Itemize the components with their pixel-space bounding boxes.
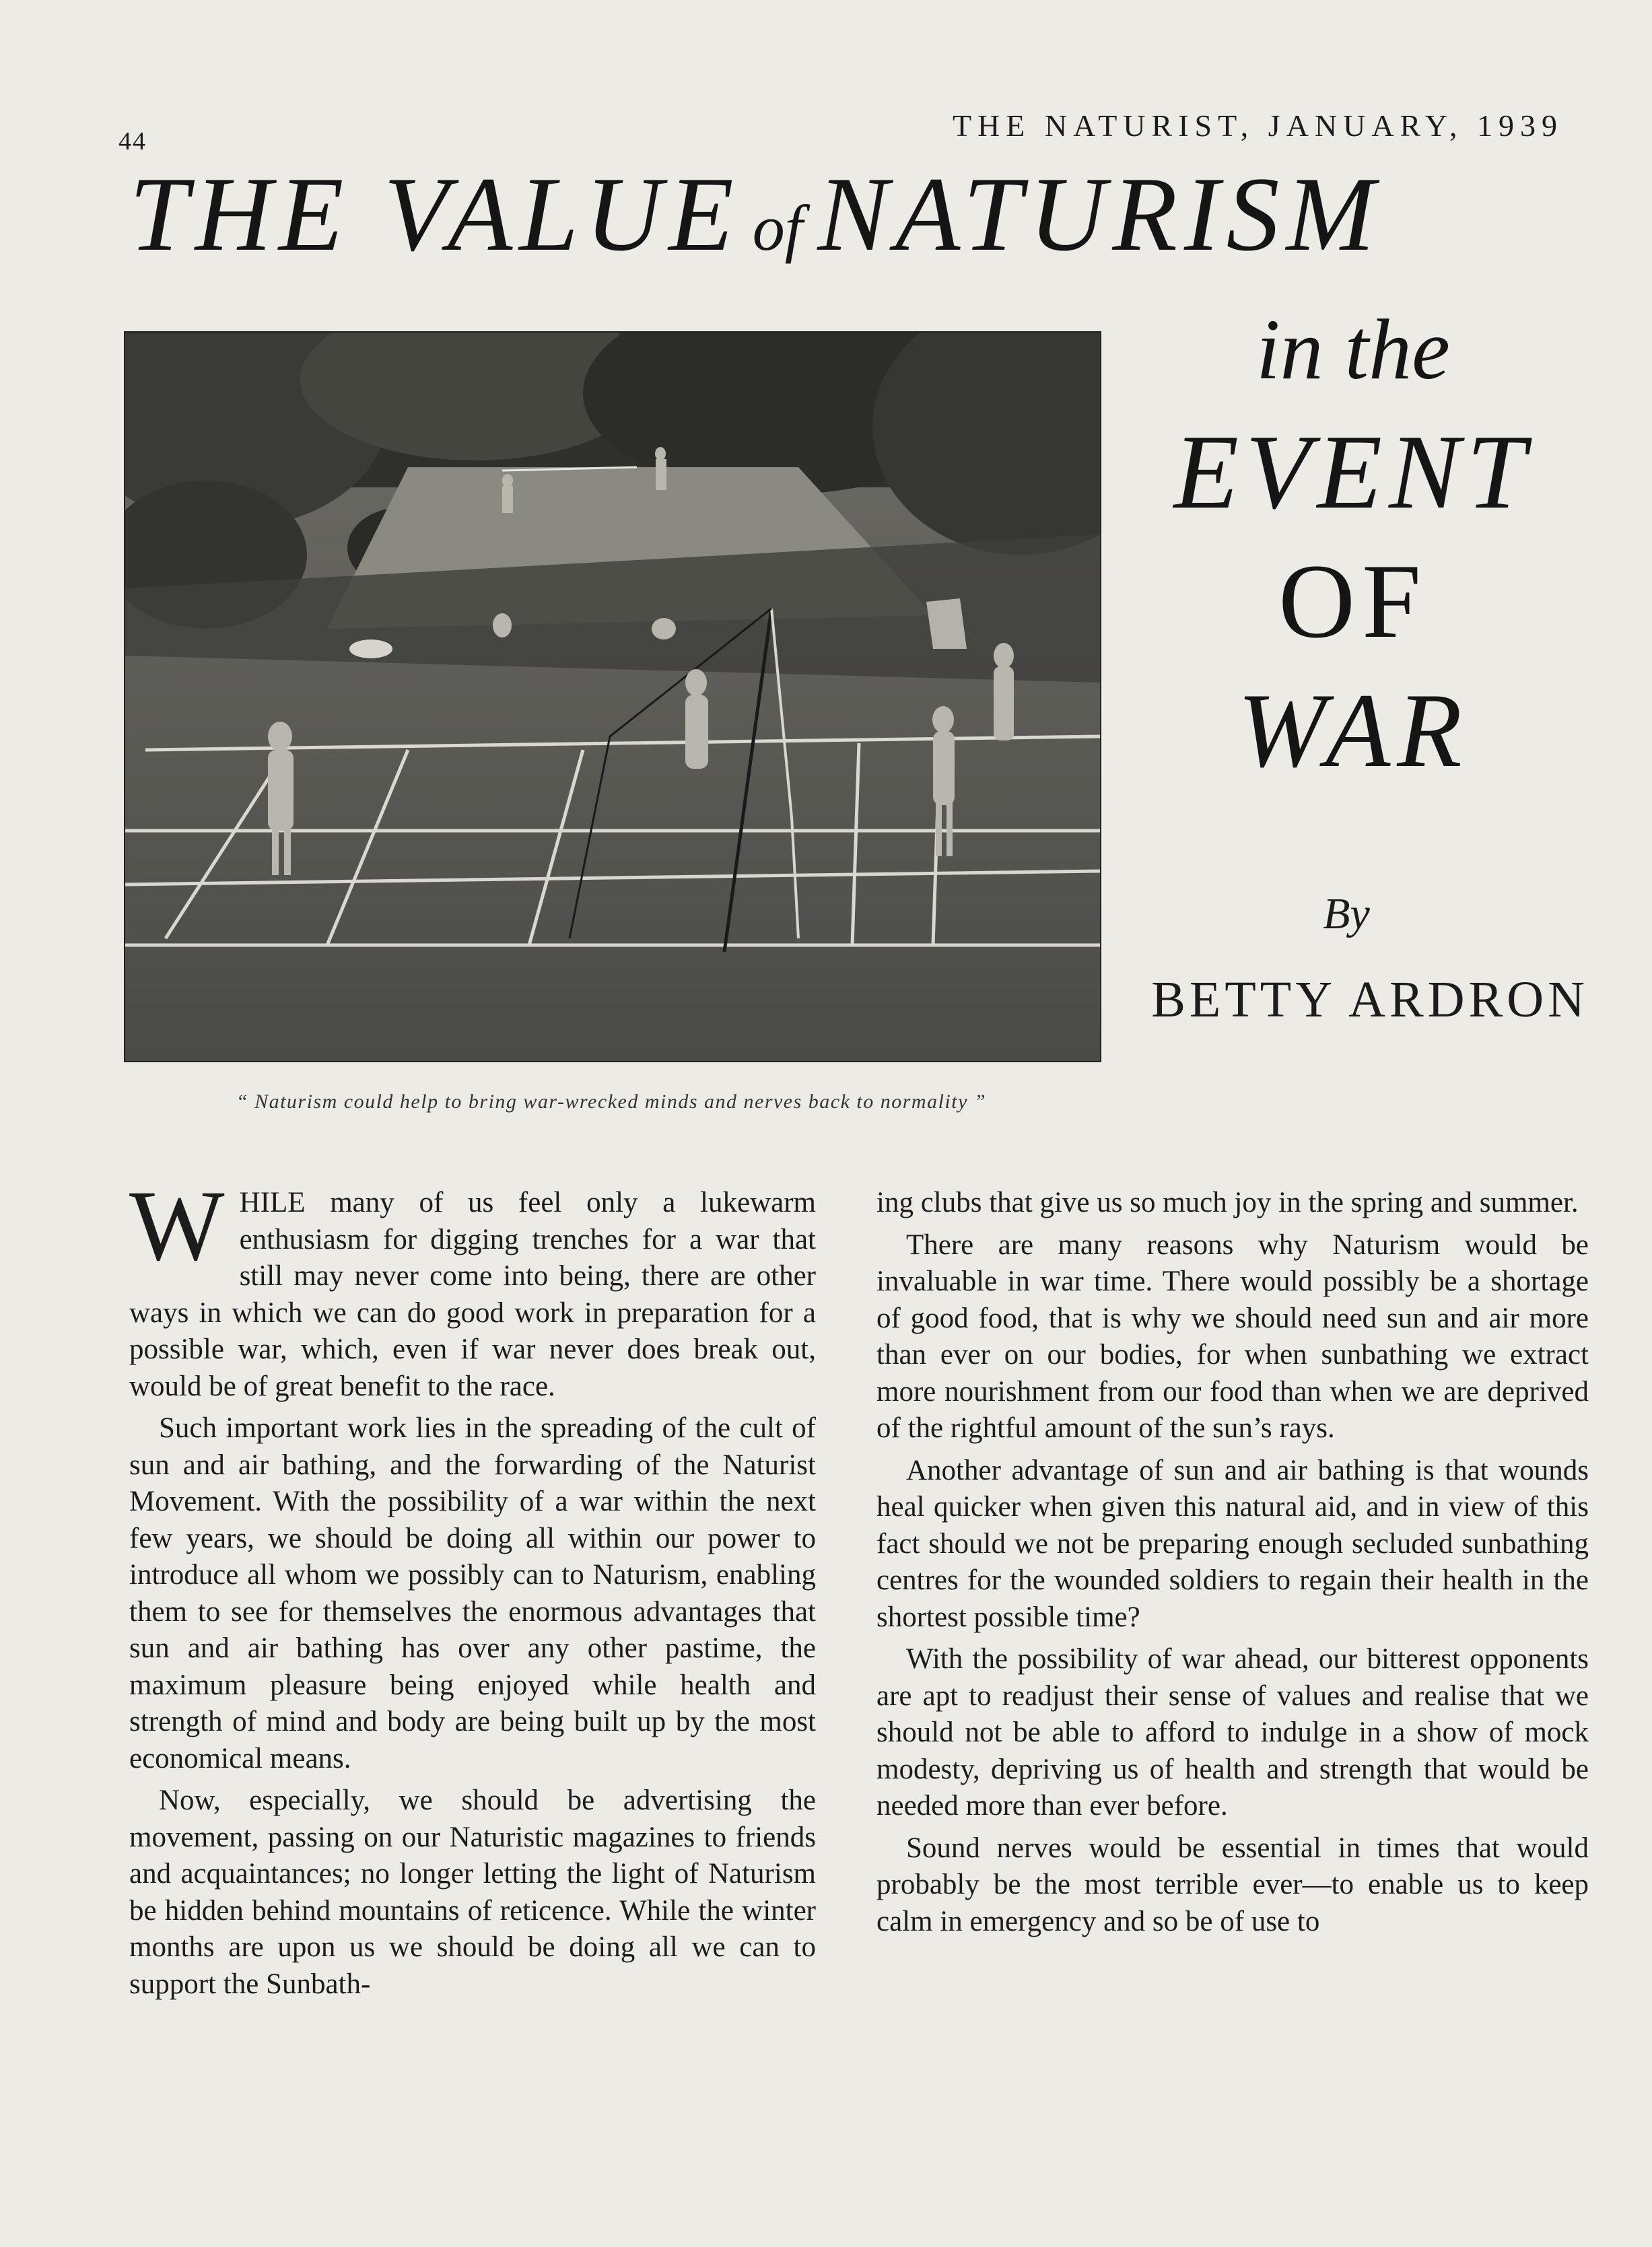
headline-of: of — [752, 192, 803, 264]
byline-author: BETTY ARDRON — [1151, 971, 1589, 1028]
headline-event: EVENT — [1173, 413, 1533, 531]
headline-in-the: in the — [1256, 302, 1450, 397]
headline-continuation — [1117, 302, 1589, 807]
paragraph: ing clubs that give us so much joy in the spring and summer. — [876, 1187, 1579, 1218]
paragraph: Another advantage of sun and air bathing is that wounds heal quicker when given this natural aid, and in view of this fact should we not be preparing enough secluded sunbathing centres for the wounded soldiers to regain their health in the shortest possible time? — [876, 1454, 1589, 1633]
headline-of-word: OF — [1278, 543, 1428, 660]
headline-war: WAR — [1237, 672, 1469, 790]
headline-the-value: THE VALUE — [129, 155, 741, 273]
byline-by: By — [1323, 889, 1370, 938]
paragraph: With the possibility of war ahead, our bitterest opponents are apt to readjust their sense of values and realise that we should not be able to afford to indulge in a show of mock modesty, depriving us of health and strength that would be needed more than ever before. — [876, 1643, 1589, 1822]
paragraph — [129, 1170, 816, 1405]
running-head: THE NATURIST, JANUARY, 1939 — [952, 108, 1563, 143]
tennis-court-photo — [125, 333, 1100, 1061]
drop-cap: W — [129, 1170, 225, 1282]
paragraph: Now, especially, we should be advertising the movement, passing on our Naturistic magazines to friends and acquaintances; no longer letting the light of Naturism be hidden behind mountains of reticence. While the winter months are upon us we should be doing all we can to support the Sunbath- — [129, 1785, 816, 2000]
headline-line-1 — [129, 155, 1382, 273]
headline-naturism: NATURISM — [817, 155, 1382, 273]
article-column-left — [129, 1170, 816, 2008]
article-column-right — [876, 1185, 1589, 1945]
paragraph: There are many reasons why Naturism would be invaluable in war time. There would possibly be a shortage of good food, that is why we should need sun and air more than ever on our bodies, for when sunbathing we extract more nourishment from our food than when we are deprived of the rightful amount of the sun’s rays. — [876, 1229, 1589, 1444]
paragraph: Sound nerves would be essential in times that would probably be the most terrible ever—to enable us to keep calm in emergency and so be of use to — [876, 1832, 1589, 1937]
article-photo — [124, 331, 1101, 1062]
page-number: 44 — [118, 127, 147, 155]
photo-caption: “ Naturism could help to bring war-wrecked minds and nerves back to normality ” — [236, 1091, 987, 1113]
paragraph-text: HILE many of us feel only a lukewarm enthusiasm for digging trenches for a war that still may never come into being, there are other ways in which we can do good work in preparation for a possible war, which, even if war never does break out, would be of great benefit to the race. — [129, 1187, 816, 1402]
paragraph: Such important work lies in the spreading of the cult of sun and air bathing, and the forwarding of the Naturist Movement. With the possibility of a war within the next few years, we should be doing all within our power to introduce all whom we possibly can to Naturism, enabling them to see for themselves the enormous advantages that sun and air bathing has over any other pastime, the maximum pleasure being enjoyed while health and strength of mind and body are being built up by the most economical means. — [129, 1412, 816, 1774]
